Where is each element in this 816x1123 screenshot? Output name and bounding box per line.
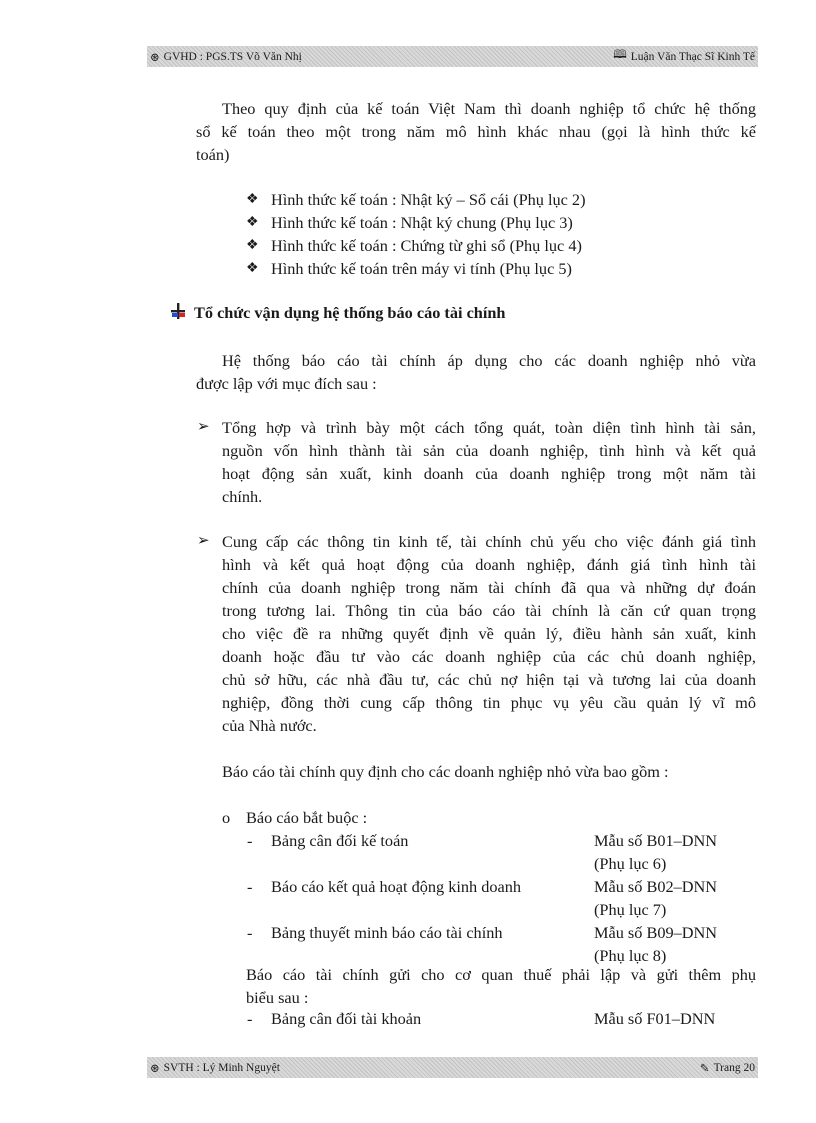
- page-number: Trang 20: [713, 1061, 755, 1074]
- section-marker-icon: [170, 302, 186, 320]
- footer-left: [150, 1061, 280, 1075]
- tax-note-line: Báo cáo tài chính gửi cho cơ quan thuế phải lập và gửi thêm phụ: [246, 965, 756, 984]
- purpose-line: cho việc đề ra những quyết định về quản lý, điều hành sản xuất, kinh: [222, 624, 756, 643]
- purpose-line: trong tương lai. Thông tin của báo cáo tài chính là căn cứ quan trọng: [222, 601, 756, 620]
- report-form: Mẫu số B02–DNN: [594, 877, 718, 896]
- arrow-bullet-icon: ➢: [197, 533, 210, 549]
- purpose-line: nguồn vốn hình thành tài sản của doanh nghiệp, tình hình và kết quả: [222, 441, 756, 460]
- purpose-item: [222, 416, 756, 508]
- purpose-line: hoạt động sản xuất, kinh doanh của doanh nghiệp trong một năm tài: [222, 464, 756, 483]
- gear-icon: ⊛: [150, 1062, 160, 1075]
- report-appendix: (Phụ lục 8): [594, 946, 667, 965]
- diamond-bullet-icon: ❖: [246, 238, 259, 253]
- form-item: Hình thức kế toán : Chứng từ ghi sổ (Phụ lục 4): [271, 236, 582, 255]
- footer-right: [700, 1061, 755, 1075]
- purpose-line: Cung cấp các thông tin kinh tế, tài chính chủ yếu cho việc đánh giá tình: [222, 532, 756, 551]
- report-form: Mẫu số F01–DNN: [594, 1009, 716, 1028]
- dash-bullet: -: [247, 923, 253, 942]
- dash-bullet: -: [247, 831, 253, 850]
- paragraph-line: Hệ thống báo cáo tài chính áp dụng cho các doanh nghiệp nhỏ vừa: [222, 351, 756, 370]
- mandatory-title: Báo cáo bắt buộc :: [246, 808, 368, 827]
- circle-bullet: o: [222, 808, 231, 827]
- header-right: [613, 47, 755, 66]
- purpose-line: nghiệp, đồng thời cung cấp thông tin phục vụ yêu cầu quản lý vĩ mô: [222, 693, 756, 712]
- report-name: Bảng cân đối tài khoản: [271, 1009, 422, 1028]
- diamond-bullet-icon: ❖: [246, 215, 259, 230]
- purpose-line: của Nhà nước.: [222, 716, 317, 735]
- form-item: Hình thức kế toán : Nhật ký – Sổ cái (Phụ lục 2): [271, 190, 586, 209]
- intro-line: Theo quy định của kế toán Việt Nam thì doanh nghiệp tổ chức hệ thống: [222, 99, 756, 118]
- page-footer: [147, 1057, 758, 1078]
- student-label: SVTH : Lý Minh Nguyệt: [163, 1061, 280, 1074]
- tax-note-line: biểu sau :: [246, 988, 309, 1007]
- page-header: [147, 46, 758, 67]
- report-form: Mẫu số B09–DNN: [594, 923, 718, 942]
- form-item: Hình thức kế toán trên máy vi tính (Phụ lục 5): [271, 259, 572, 278]
- header-left: [150, 50, 302, 64]
- purpose-line: chủ sở hữu, các nhà đầu tư, các chủ nợ hiện tại và tương lai của doanh: [222, 670, 756, 689]
- book-icon: 🕮: [613, 49, 627, 61]
- reports-intro: Báo cáo tài chính quy định cho các doanh nghiệp nhỏ vừa bao gồm :: [222, 762, 669, 781]
- intro-line: toán): [196, 145, 230, 164]
- purpose-line: doanh hoặc đầu tư vào các doanh nghiệp của các chủ doanh nghiệp,: [222, 647, 756, 666]
- tax-note: [246, 963, 756, 1009]
- report-form: Mẫu số B01–DNN: [594, 831, 718, 850]
- diamond-bullet-icon: ❖: [246, 192, 259, 207]
- report-appendix: (Phụ lục 7): [594, 900, 667, 919]
- advisor-label: GVHD : PGS.TS Võ Văn Nhị: [163, 50, 302, 63]
- gear-icon: ⊛: [150, 51, 160, 64]
- dash-bullet: -: [247, 1009, 253, 1028]
- purpose-line: chính của doanh nghiệp trong năm tài chính đã qua và những dự đoán: [222, 578, 756, 597]
- arrow-bullet-icon: ➢: [197, 419, 210, 435]
- report-name: Bảng cân đối kế toán: [271, 831, 409, 850]
- diamond-bullet-icon: ❖: [246, 261, 259, 276]
- intro-line: sổ kế toán theo một trong năm mô hình khác nhau (gọi là hình thức kế: [196, 122, 756, 141]
- purpose-line: Tổng hợp và trình bày một cách tổng quát, toàn diện tình hình tài sản,: [222, 418, 756, 437]
- form-item: Hình thức kế toán : Nhật ký chung (Phụ lục 3): [271, 213, 573, 232]
- purpose-line: hình và kết quả hoạt động của doanh nghiệp, đánh giá tình hình tài: [222, 555, 756, 574]
- dash-bullet: -: [247, 877, 253, 896]
- purpose-line: chính.: [222, 487, 263, 506]
- report-name: Báo cáo kết quả hoạt động kinh doanh: [271, 877, 522, 896]
- report-name: Bảng thuyết minh báo cáo tài chính: [271, 923, 503, 942]
- intro-paragraph: [196, 97, 756, 166]
- section-heading: Tổ chức vận dụng hệ thống báo cáo tài chính: [194, 303, 506, 322]
- thesis-title: Luận Văn Thạc Sĩ Kinh Tế: [630, 50, 755, 63]
- report-appendix: (Phụ lục 6): [594, 854, 667, 873]
- purpose-intro-paragraph: [196, 349, 756, 395]
- pencil-icon: ✎: [699, 1062, 710, 1075]
- paragraph-line: được lập với mục đích sau :: [196, 374, 377, 393]
- purpose-item: [222, 530, 756, 737]
